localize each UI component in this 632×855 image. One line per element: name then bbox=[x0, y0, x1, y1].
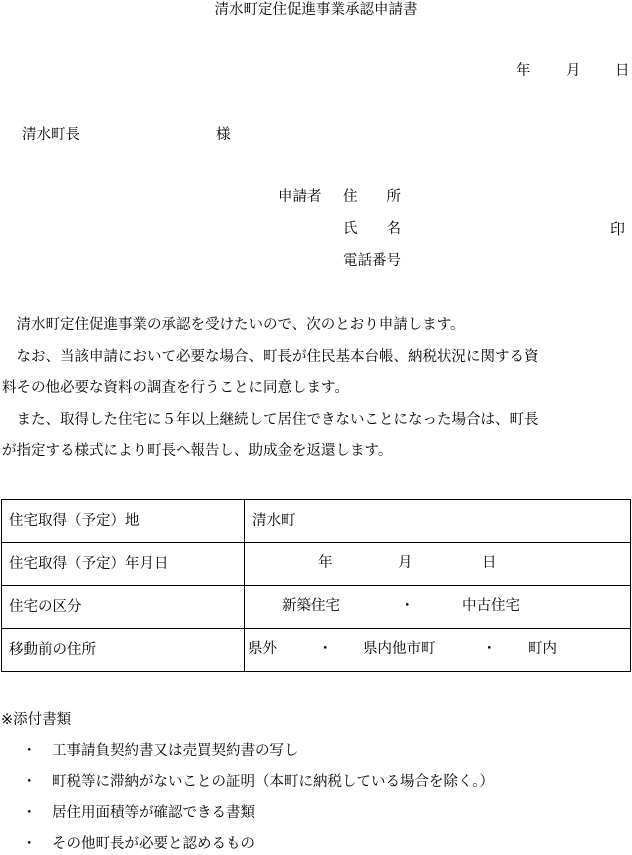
seal-mark: 印 bbox=[610, 220, 626, 238]
row-value-site: 清水町 bbox=[245, 500, 631, 543]
row-value-housing-type bbox=[245, 586, 631, 629]
row-label-date: 住宅取得（予定）年月日 bbox=[2, 543, 245, 586]
addressee-name: 清水町長 bbox=[22, 127, 80, 143]
phone-field-label: 電話番号 bbox=[343, 253, 401, 269]
bullet-icon: ・ bbox=[22, 774, 37, 790]
date-day-label: 日 bbox=[615, 63, 630, 79]
row-label-site: 住宅取得（予定）地 bbox=[2, 500, 245, 543]
body-paragraph-line: 料その他必要な資料の調査を行うことに同意します。 bbox=[2, 380, 349, 396]
attachments-title: ※添付書類 bbox=[1, 712, 72, 728]
option-within-town: 町内 bbox=[528, 641, 557, 657]
bullet-icon: ・ bbox=[22, 836, 37, 852]
acquisition-year-label: 年 bbox=[318, 555, 333, 571]
application-details-table bbox=[1, 499, 631, 672]
option-separator: ・ bbox=[318, 641, 333, 657]
row-value-previous-address bbox=[245, 629, 631, 672]
row-label-previous-address: 移動前の住所 bbox=[2, 629, 245, 672]
bullet-icon: ・ bbox=[22, 805, 37, 821]
attachment-item: 居住用面積等が確認できる書類 bbox=[52, 805, 255, 821]
table-row bbox=[2, 629, 631, 672]
attachment-item: その他町長が必要と認めるもの bbox=[52, 836, 255, 852]
date-year-label: 年 bbox=[516, 63, 531, 79]
acquisition-day-label: 日 bbox=[482, 555, 497, 571]
table-row bbox=[2, 500, 631, 543]
date-month-label: 月 bbox=[566, 63, 581, 79]
body-paragraph-line: なお、当該申請において必要な場合、町長が住民基本台帳、納税状況に関する資 bbox=[2, 349, 539, 365]
address-field-label: 住 所 bbox=[343, 189, 401, 205]
attachment-item: 工事請負契約書又は売買契約書の写し bbox=[52, 743, 299, 759]
option-new-house: 新築住宅 bbox=[282, 598, 340, 614]
body-paragraph-line: 清水町定住促進事業の承認を受けたいので、次のとおり申請します。 bbox=[2, 317, 465, 333]
option-separator: ・ bbox=[482, 641, 497, 657]
document-title: 清水町定住促進事業承認申請書 bbox=[214, 2, 418, 18]
applicant-label: 申請者 bbox=[278, 189, 322, 205]
table-row bbox=[2, 586, 631, 629]
option-outside-prefecture: 県外 bbox=[248, 641, 277, 657]
table-row bbox=[2, 543, 631, 586]
addressee-suffix: 様 bbox=[216, 127, 231, 143]
body-paragraph-line: が指定する様式により町長へ報告し、助成金を返還します。 bbox=[2, 443, 393, 459]
body-paragraph-line: また、取得した住宅に５年以上継続して居住できないことになった場合は、町長 bbox=[2, 412, 539, 428]
bullet-icon: ・ bbox=[22, 743, 37, 759]
option-other-town-in-prefecture: 県内他市町 bbox=[363, 641, 436, 657]
option-used-house: 中古住宅 bbox=[462, 598, 520, 614]
row-label-housing-type: 住宅の区分 bbox=[2, 586, 245, 629]
option-separator: ・ bbox=[400, 598, 415, 614]
name-field-label: 氏 名 bbox=[343, 221, 401, 237]
attachment-item: 町税等に滞納がないことの証明（本町に納税している場合を除く。） bbox=[52, 774, 494, 790]
acquisition-month-label: 月 bbox=[398, 555, 413, 571]
row-value-date bbox=[245, 543, 631, 586]
